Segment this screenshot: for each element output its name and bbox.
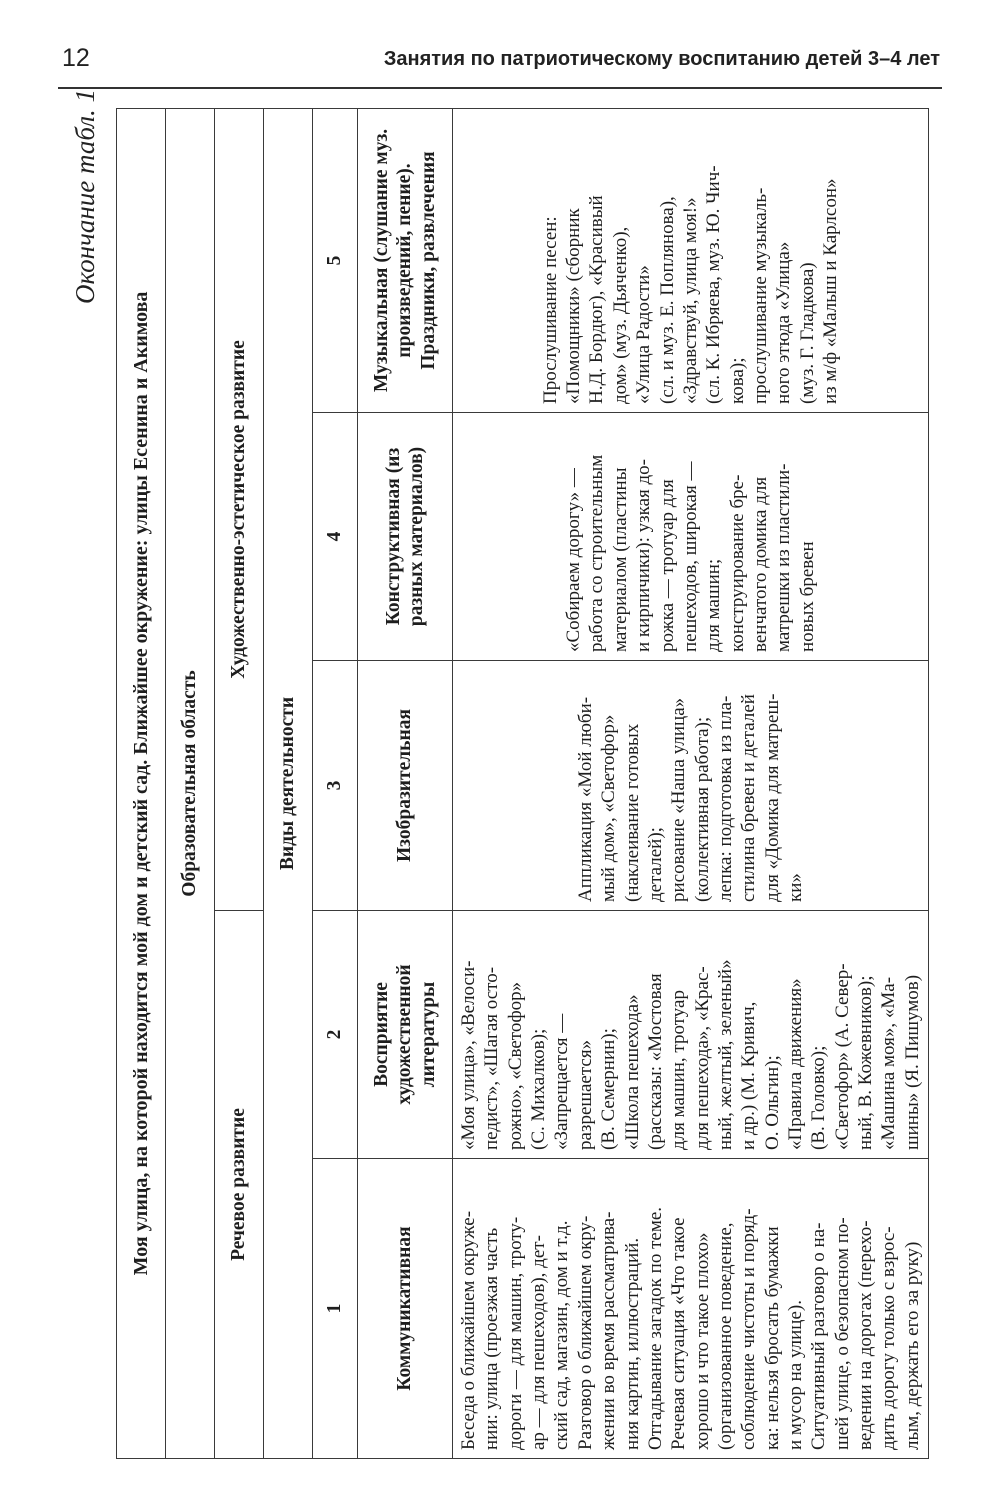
cell-literature bbox=[453, 911, 929, 1159]
kind-communicative: Коммуникативная bbox=[358, 1159, 453, 1459]
activities-header: Виды деятельности bbox=[264, 108, 313, 1458]
text-line: (сл. К. Ибряева, муз. Ю. Чич- bbox=[703, 165, 725, 404]
table-caption: Окончание табл. 1 bbox=[70, 89, 100, 305]
text-line: для пешехода», «Крас- bbox=[691, 966, 713, 1150]
running-title: Занятия по патриотическому воспитанию детей 3–4 лет bbox=[383, 48, 940, 70]
text-line: «Здравствуй, улица моя!» bbox=[679, 197, 701, 404]
text-line: Беседа о ближайшем окруже- bbox=[458, 1210, 479, 1450]
text-line: «Школа пешехода» bbox=[621, 994, 643, 1150]
text-line: работа со строительным bbox=[586, 454, 608, 652]
activities-table bbox=[116, 108, 929, 1459]
text-line: дить дорогу только с взрос- bbox=[878, 1226, 900, 1450]
cell-music bbox=[453, 108, 929, 412]
text-line: матрешки из пластили- bbox=[773, 463, 795, 652]
text-line: (коллективная работа); bbox=[691, 716, 713, 902]
page-number: 12 bbox=[62, 44, 90, 72]
text-line: ного этюда «Улица» bbox=[773, 241, 795, 404]
text-line: дом» (муз. Дьяченко), bbox=[609, 226, 631, 404]
text-line: хорошо и что такое плохо» bbox=[691, 1232, 713, 1450]
text-line: из м/ф «Малыш и Карлсон» bbox=[820, 178, 842, 404]
text-line: лепка: подготовка из пла- bbox=[714, 695, 736, 902]
text-line: прослушивание музыкаль- bbox=[749, 187, 771, 404]
text-line: ный, желтый, зеленый» bbox=[714, 959, 736, 1150]
text-line: рожно», «Светофор» bbox=[504, 981, 526, 1150]
text-line: (В. Головко); bbox=[808, 1045, 830, 1150]
text-line: для машин, тротуар bbox=[668, 990, 690, 1150]
column-number: 5 bbox=[313, 108, 358, 412]
column-number: 3 bbox=[313, 661, 358, 911]
text-line: кова); bbox=[726, 357, 748, 404]
kind-literature: Восприятие художественной литературы bbox=[358, 911, 453, 1159]
text-line: «Моя улица», «Велоси- bbox=[458, 960, 479, 1150]
text-line: ведении на дорогах (перехо- bbox=[855, 1220, 877, 1450]
text-line: педист», «Шагая осто- bbox=[481, 966, 503, 1150]
text-line: «Помощники» (сборник bbox=[563, 208, 585, 404]
text-line: мый дом», «Светофор» bbox=[598, 714, 620, 902]
page-header bbox=[0, 0, 1000, 100]
kind-music: Музыкальная (слушание муз. произведений, пение). Праздники, развлечения bbox=[358, 108, 453, 412]
content-row bbox=[453, 108, 929, 1458]
text-line: Прослушивание песен: bbox=[539, 216, 561, 404]
text-line: стилина бревен и деталей bbox=[738, 694, 760, 902]
text-line: нии: улица (проезжая часть bbox=[481, 1227, 503, 1450]
text-line: Отгадывание загадок по теме. bbox=[644, 1206, 666, 1450]
text-line: и мусор на улице). bbox=[785, 1300, 807, 1450]
text-line: Аппликация «Мой люби- bbox=[574, 696, 596, 902]
text-line: (наклеивание готовых bbox=[621, 723, 643, 902]
text-line: ный, В. Кожевников); bbox=[855, 975, 877, 1150]
text-line: пешеходов, широкая — bbox=[679, 461, 701, 652]
text-line: ар — для пешеходов), дет- bbox=[528, 1235, 550, 1450]
text-line: (С. Михалков); bbox=[528, 1028, 550, 1150]
text-line: Разговор о ближайшем окру- bbox=[574, 1215, 596, 1450]
text-line: (рассказы: «Мостовая bbox=[644, 973, 666, 1150]
text-line: ский сад, магазин, дом и т.д. bbox=[551, 1220, 573, 1450]
text-line: «Улица Радости» bbox=[633, 265, 655, 404]
column-number: 4 bbox=[313, 413, 358, 661]
text-line: и кирпичики): узкая до- bbox=[633, 459, 655, 652]
text-line: рожка — тротуар для bbox=[656, 479, 678, 652]
text-line: материалом (пластины bbox=[609, 467, 631, 652]
text-line: конструирование бре- bbox=[726, 474, 748, 652]
text-line: шей улице, о безопасном по- bbox=[831, 1217, 853, 1450]
text-line: дороги — для машин, троту- bbox=[504, 1216, 526, 1450]
text-line: разрешается» bbox=[574, 1039, 596, 1150]
text-line: О. Ольгин); bbox=[761, 1055, 783, 1150]
rotated-table-block bbox=[70, 89, 950, 1459]
text-line: для «Домика для матреш- bbox=[761, 693, 783, 902]
text-line: ния картин, иллюстраций. bbox=[621, 1237, 643, 1450]
text-line: шины» (Я. Пишумов) bbox=[901, 974, 923, 1150]
text-line: Речевая ситуация «Что такое bbox=[668, 1217, 690, 1450]
text-line: ка: нельзя бросать бумажки bbox=[761, 1226, 783, 1450]
text-line: рисование «Наша улица» bbox=[668, 697, 690, 902]
column-number: 1 bbox=[313, 1159, 358, 1459]
area-header: Образовательная область bbox=[166, 108, 215, 1458]
activity-kinds-row bbox=[358, 108, 453, 1458]
text-line: Н.Д. Бордюг), «Красивый bbox=[586, 195, 608, 404]
text-line: (организованное поведение, bbox=[714, 1222, 736, 1450]
text-line: новых бревен bbox=[796, 541, 818, 652]
cell-visual bbox=[453, 661, 929, 911]
kind-constructive: Конструктивная (из разных материалов) bbox=[358, 413, 453, 661]
kind-visual: Изобразительная bbox=[358, 661, 453, 911]
area-art: Художественно-эстетическое развитие bbox=[215, 108, 264, 910]
table-title: Моя улица, на которой находится мой дом и детский сад. Ближайшее окружение: улицы Есенина и Акимова bbox=[117, 108, 166, 1458]
text-line: «Правила движения» bbox=[785, 978, 807, 1150]
text-line: жении во время рассматрива- bbox=[598, 1211, 620, 1450]
column-number: 2 bbox=[313, 911, 358, 1159]
text-line: «Машина моя», «Ма- bbox=[878, 976, 900, 1150]
cell-communicative bbox=[453, 1159, 929, 1459]
text-line: для машин; bbox=[703, 558, 725, 652]
text-line: (В. Семернин); bbox=[598, 1028, 620, 1150]
cell-constructive bbox=[453, 413, 929, 661]
text-line: соблюдение чистоты и поряд- bbox=[738, 1208, 760, 1450]
text-line: «Светофор» (А. Север- bbox=[831, 963, 853, 1150]
text-line: «Запрещается — bbox=[551, 1013, 573, 1150]
text-line: (сл. и муз. Е. Поплянова), bbox=[656, 196, 678, 404]
text-line: венчатого домика для bbox=[749, 476, 771, 652]
text-line: (муз. Г. Гладкова) bbox=[796, 262, 818, 404]
text-line: лым, держать его за руку) bbox=[901, 1241, 923, 1450]
text-line: ки» bbox=[785, 873, 807, 902]
text-line: «Собираем дорогу» — bbox=[563, 468, 585, 652]
text-line: и др.) (М. Кривич, bbox=[738, 1001, 760, 1150]
column-numbers-row bbox=[313, 108, 358, 1458]
text-line: Ситуативный разговор о на- bbox=[808, 1222, 830, 1450]
area-speech: Речевое развитие bbox=[215, 911, 264, 1459]
text-line: деталей); bbox=[644, 827, 666, 902]
